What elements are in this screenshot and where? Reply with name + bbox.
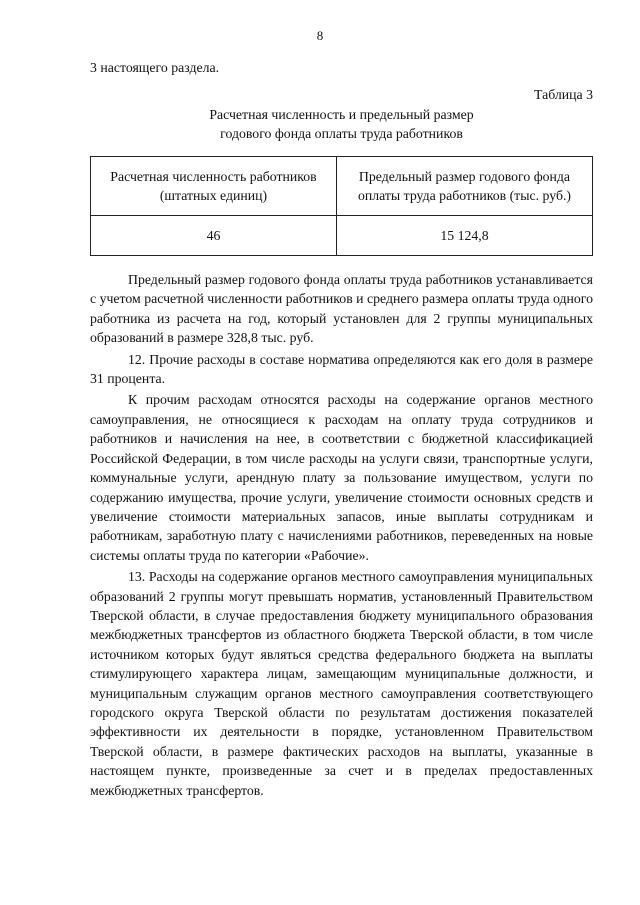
table-cell-fund-limit: 15 124,8 [336, 215, 592, 255]
table-row [91, 215, 593, 255]
table-label: Таблица 3 [533, 87, 593, 103]
table-title [90, 105, 593, 144]
table-title-line-1: Расчетная численность и предельный размер [209, 106, 474, 122]
column-header-fund-limit: Предельный размер годового фонда оплаты труда работников (тыс. руб.) [336, 156, 592, 215]
paragraph-fund-limit: Предельный размер годового фонда оплаты труда работников устанавливается с учетом расчетной численности работников и среднего размера оплаты труда одного работника из расчета на год, который установлен для 2 группы муниципальных образований в размере 328,8 тыс. руб. [90, 272, 593, 346]
page-number: 8 [316, 28, 324, 43]
page-content [90, 58, 593, 800]
table-title-line-2: годового фонда оплаты труда работников [220, 126, 463, 142]
paragraph-other-expenses: К прочим расходам относятся расходы на содержание органов местного самоуправления, не относящиеся к расходам на оплату труда сотрудников и работников и начисления на нее, в соответствии с бюджетной классификацией Российской Федерации, в том числе расходы на услуги связи, транспортные услуги, коммунальные услуги, арендную плату за пользование имуществом, услуги по содержанию имущества, прочие услуги, увеличение стоимости основных средств и увеличение стоимости материальных запасов, иные выплаты сотрудникам и работникам, заработную плату с начислениями работников, переведенных на новые системы оплаты труда по категории «Рабочие». [90, 392, 593, 563]
payroll-table [90, 156, 593, 256]
table-header-row [91, 156, 593, 215]
lead-line: 3 настоящего раздела. [90, 60, 220, 75]
table-cell-headcount: 46 [91, 215, 337, 255]
paragraph-item-13: 13. Расходы на содержание органов местного самоуправления муниципальных образований 2 группы могут превышать норматив, установленный Правительством Тверской области, в случае предоставления бюджету муниципального образования межбюджетных трансфертов из областного бюджета Тверской области, в том числе источником которых будут являться средства федерального бюджета на выплаты стимулирующего характера лицам, замещающим муниципальные должности, и муниципальным служащим органов местного самоуправления соответствующего городского округа Тверской области по результатам достижения показателей эффективности их деятельности в порядке, установленном Правительством Тверской области, в размере фактических расходов на выплаты, указанные в настоящем пункте, произведенные за счет и в пределах предоставленных межбюджетных трансфертов. [90, 569, 593, 798]
paragraph-item-12: 12. Прочие расходы в составе норматива определяются как его доля в размере 31 процента. [90, 351, 593, 387]
column-header-headcount: Расчетная численность работников (штатных единиц) [91, 156, 337, 215]
